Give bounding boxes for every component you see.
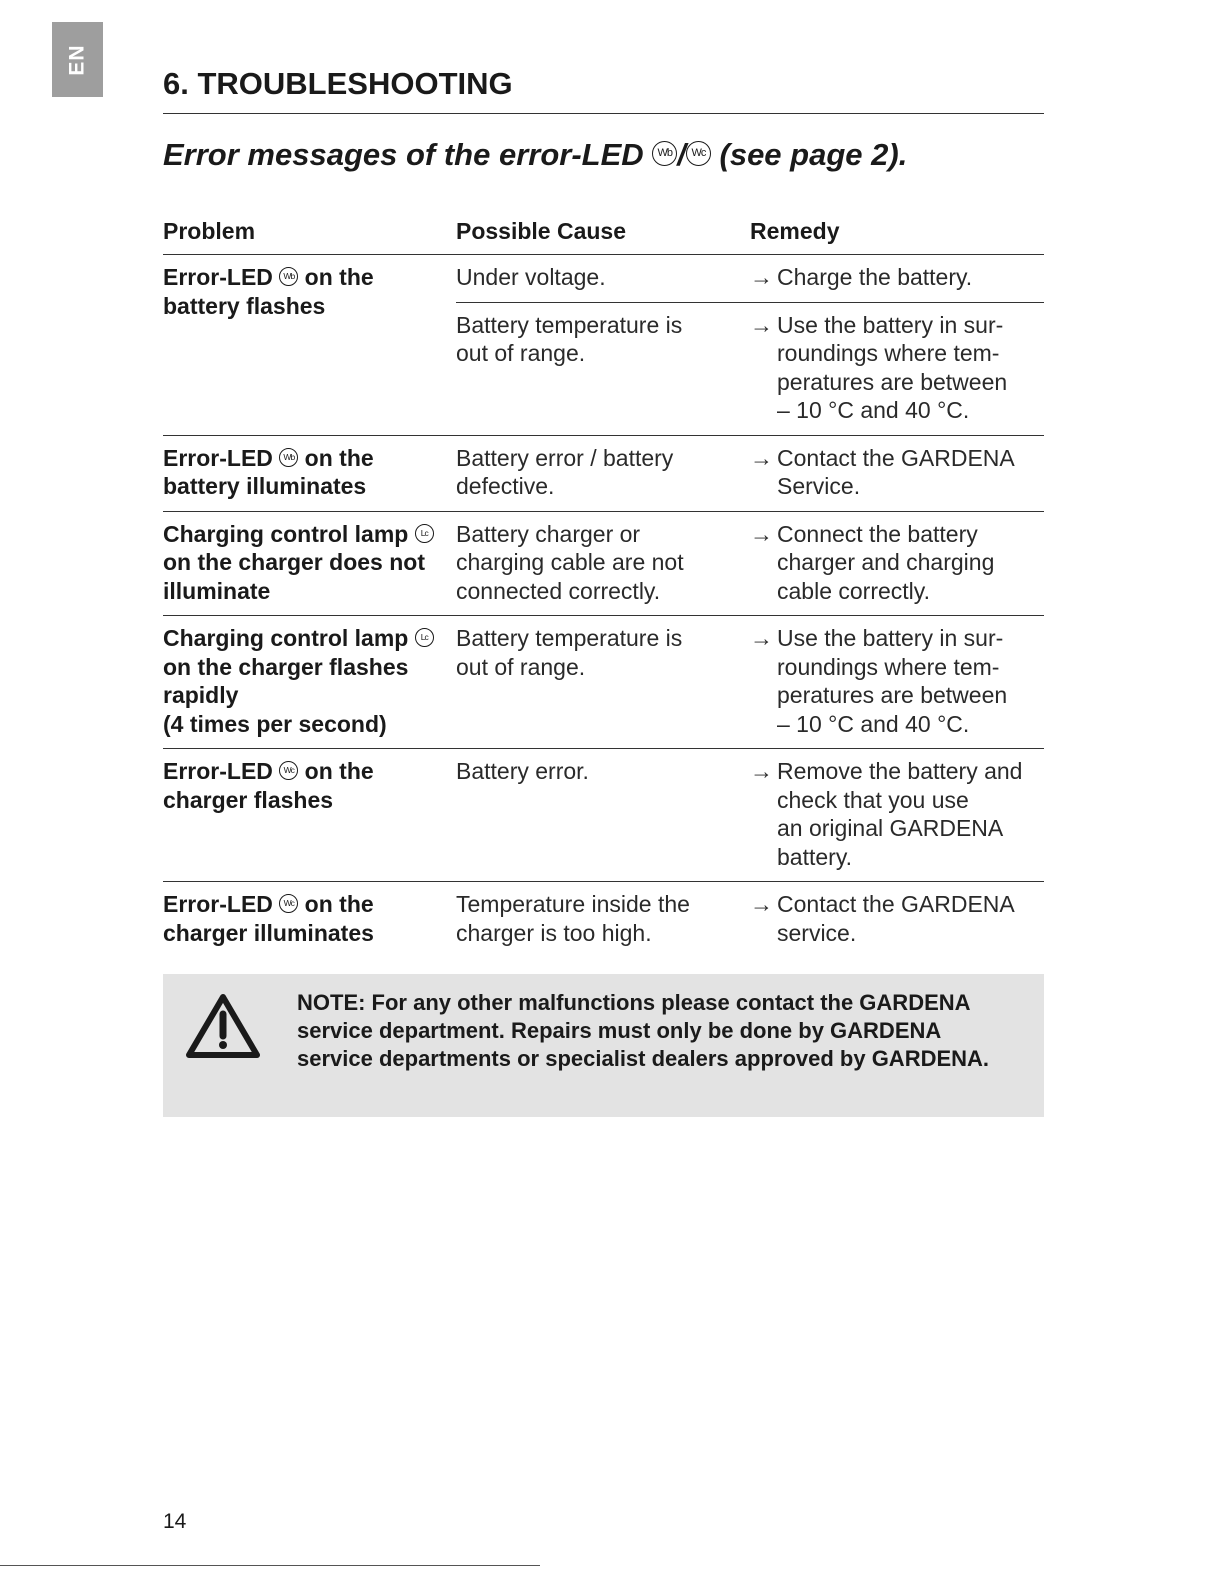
subtitle-slash: / (677, 137, 686, 172)
subtitle (163, 137, 907, 173)
problem-cell (163, 511, 456, 616)
problem-text: on the battery flashes (163, 264, 374, 319)
remedy-cell (750, 749, 1044, 882)
problem-text: Charging control lamp (163, 625, 415, 651)
language-label: EN (65, 43, 89, 76)
remedy-cell (750, 255, 1044, 303)
remedy-text: Charge the battery. (777, 264, 973, 290)
cause-text: Temperature inside the charger is too high. (456, 891, 690, 946)
table-row (163, 882, 1044, 958)
arrow-right-icon: → (750, 625, 773, 651)
note-box (163, 974, 1044, 1117)
remedy-cell (750, 616, 1044, 749)
cause-cell (456, 255, 750, 303)
problem-cell (163, 882, 456, 958)
indicator-ref-icon: Wb (279, 448, 298, 467)
arrow-right-icon: → (750, 264, 773, 290)
table-row (163, 255, 1044, 303)
led-wb-ref-icon: Wb (652, 141, 677, 166)
cause-cell (456, 882, 750, 958)
note-text: NOTE: For any other malfunctions please contact the GARDENA service department. Repairs must only be done by GARDENA service departments or specialist dealers approved by GARDENA. (297, 990, 990, 1071)
cause-cell (456, 511, 750, 616)
arrow-right-icon: → (750, 758, 773, 784)
table-row (163, 749, 1044, 882)
language-tab (52, 22, 103, 97)
arrow-right-icon: → (750, 891, 773, 917)
problem-text: on the charger does not illuminate (163, 549, 425, 604)
cause-text: Battery error. (456, 758, 589, 784)
problem-cell (163, 255, 456, 436)
problem-cell (163, 435, 456, 511)
title-divider (163, 113, 1044, 114)
remedy-text: Use the battery in sur- roundings where tem- peratures are between – 10 °C and 40 °C. (777, 625, 1008, 737)
problem-text: on the charger illuminates (163, 891, 374, 946)
cause-text: Battery temperature is out of range. (456, 625, 683, 680)
arrow-right-icon: → (750, 311, 773, 338)
cause-cell (456, 302, 750, 435)
page-number: 14 (163, 1510, 187, 1533)
remedy-text: Contact the GARDENA Service. (777, 444, 1015, 499)
troubleshooting-table (163, 212, 1044, 957)
indicator-ref-icon: Wc (279, 761, 298, 780)
cause-text: Battery charger or charging cable are not connected correctly. (456, 520, 684, 604)
cause-cell (456, 749, 750, 882)
table-header-row (163, 212, 1044, 255)
remedy-cell (750, 302, 1044, 435)
header-remedy: Remedy (750, 212, 1044, 255)
indicator-ref-icon: Wb (279, 267, 298, 286)
bottom-divider (0, 1565, 540, 1566)
indicator-ref-icon: Wc (279, 894, 298, 913)
table-row (163, 435, 1044, 511)
arrow-right-icon: → (750, 520, 773, 547)
cause-cell (456, 616, 750, 749)
remedy-text: Contact the GARDENA service. (777, 891, 1015, 946)
remedy-text: Remove the battery and check that you use an original GARDENA battery. (777, 758, 1023, 870)
problem-cell (163, 616, 456, 749)
warning-triangle-icon (185, 992, 261, 1060)
remedy-cell (750, 511, 1044, 616)
remedy-text: Use the battery in sur- roundings where tem- peratures are between – 10 °C and 40 °C. (777, 311, 1008, 423)
problem-text: Error-LED (163, 891, 280, 917)
arrow-right-icon: → (750, 444, 773, 471)
problem-text: Error-LED (163, 444, 280, 471)
table-row (163, 616, 1044, 749)
problem-text: Charging control lamp (163, 520, 415, 547)
remedy-cell (750, 435, 1044, 511)
header-cause: Possible Cause (456, 212, 750, 255)
section-title: 6. TROUBLESHOOTING (163, 66, 513, 101)
problem-text: on the charger flashes rapidly (4 times per second) (163, 653, 409, 737)
problem-text: on the charger flashes (163, 758, 374, 813)
indicator-ref-icon: Lc (415, 524, 434, 543)
table-row (163, 511, 1044, 616)
problem-cell (163, 749, 456, 882)
cause-text: Battery temperature is out of range. (456, 311, 683, 366)
subtitle-suffix: (see page 2). (710, 137, 908, 172)
indicator-ref-icon: Lc (415, 628, 434, 647)
remedy-text: Connect the battery charger and charging cable correctly. (777, 520, 995, 604)
cause-cell (456, 435, 750, 511)
problem-text: Error-LED (163, 264, 280, 290)
problem-text: on the battery illuminates (163, 444, 374, 499)
cause-text: Battery error / battery defective. (456, 444, 674, 499)
remedy-cell (750, 882, 1044, 958)
subtitle-prefix: Error messages of the error-LED (163, 137, 653, 172)
problem-text: Error-LED (163, 758, 280, 784)
header-problem: Problem (163, 212, 456, 255)
cause-text: Under voltage. (456, 264, 606, 290)
led-wc-ref-icon: Wc (686, 141, 711, 166)
